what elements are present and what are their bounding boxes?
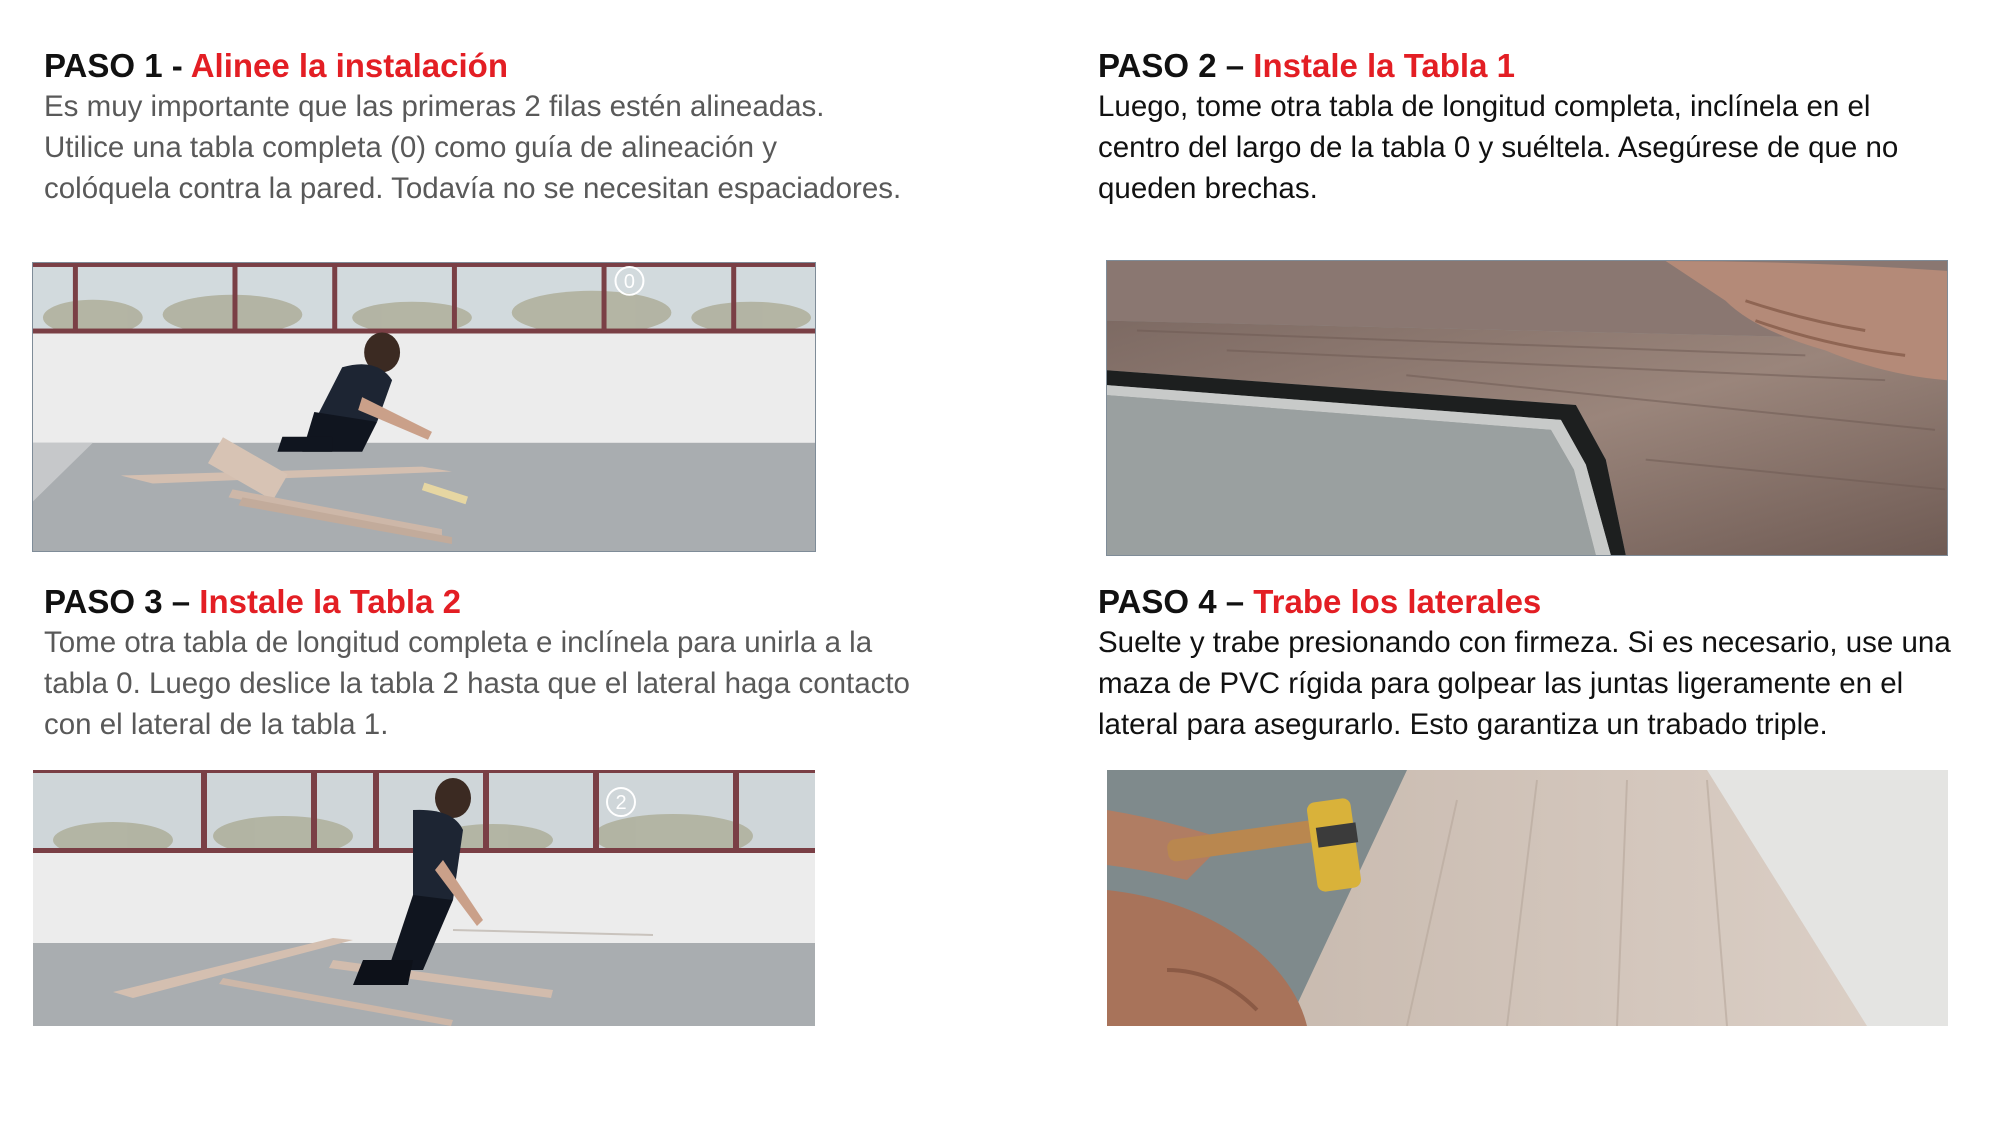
step-1-text xyxy=(44,46,984,209)
step-1-title: Alinee la instalación xyxy=(190,47,508,84)
step-2-text xyxy=(1098,46,1978,209)
step-3-title: Instale la Tabla 2 xyxy=(199,583,461,620)
step-3-label: PASO 3 – xyxy=(44,583,200,620)
step-2-body: Luego, tome otra tabla de longitud completa, inclínela en el centro del largo de la tabla 0 y suéltela. Asegúrese de que no queden brechas. xyxy=(1098,90,1899,205)
step-2-illustration xyxy=(1107,261,1947,555)
step-4-title: Trabe los laterales xyxy=(1253,583,1542,620)
step-4-heading xyxy=(1098,582,1988,622)
step-3-heading xyxy=(44,582,984,622)
step-2-title: Instale la Tabla 1 xyxy=(1253,47,1515,84)
step-3-photo xyxy=(33,770,815,1026)
step-1-badge-text: 0 xyxy=(623,270,636,293)
step-4-illustration xyxy=(1107,770,1948,1026)
step-2-photo xyxy=(1106,260,1948,556)
step-2-heading xyxy=(1098,46,1978,86)
step-3-body: Tome otra tabla de longitud completa e inclínela para unirla a la tabla 0. Luego deslice la tabla 2 hasta que el lateral haga contacto con el lateral de la tabla 1. xyxy=(44,626,910,741)
step-4-body: Suelte y trabe presionando con firmeza. Si es necesario, use una maza de PVC rígida para golpear las juntas ligeramente en el lateral para asegurarlo. Esto garantiza un trabado triple. xyxy=(1098,626,1951,741)
step-4-text xyxy=(1098,582,1988,745)
step-2-label: PASO 2 – xyxy=(1098,47,1254,84)
step-4-label: PASO 4 – xyxy=(1098,583,1254,620)
step-1-heading xyxy=(44,46,984,86)
step-3-badge-text: 2 xyxy=(615,792,627,814)
step-3-illustration xyxy=(33,770,815,1026)
step-4-photo xyxy=(1107,770,1948,1026)
step-1-body: Es muy importante que las primeras 2 filas estén alineadas. Utilice una tabla completa (0) como guía de alineación y colóquela contra la pared. Todavía no se necesitan espaciadores. xyxy=(44,90,902,205)
step-1-label: PASO 1 - xyxy=(44,47,191,84)
step-1-illustration xyxy=(33,263,815,551)
step-1-photo xyxy=(32,262,816,552)
step-3-text xyxy=(44,582,984,745)
